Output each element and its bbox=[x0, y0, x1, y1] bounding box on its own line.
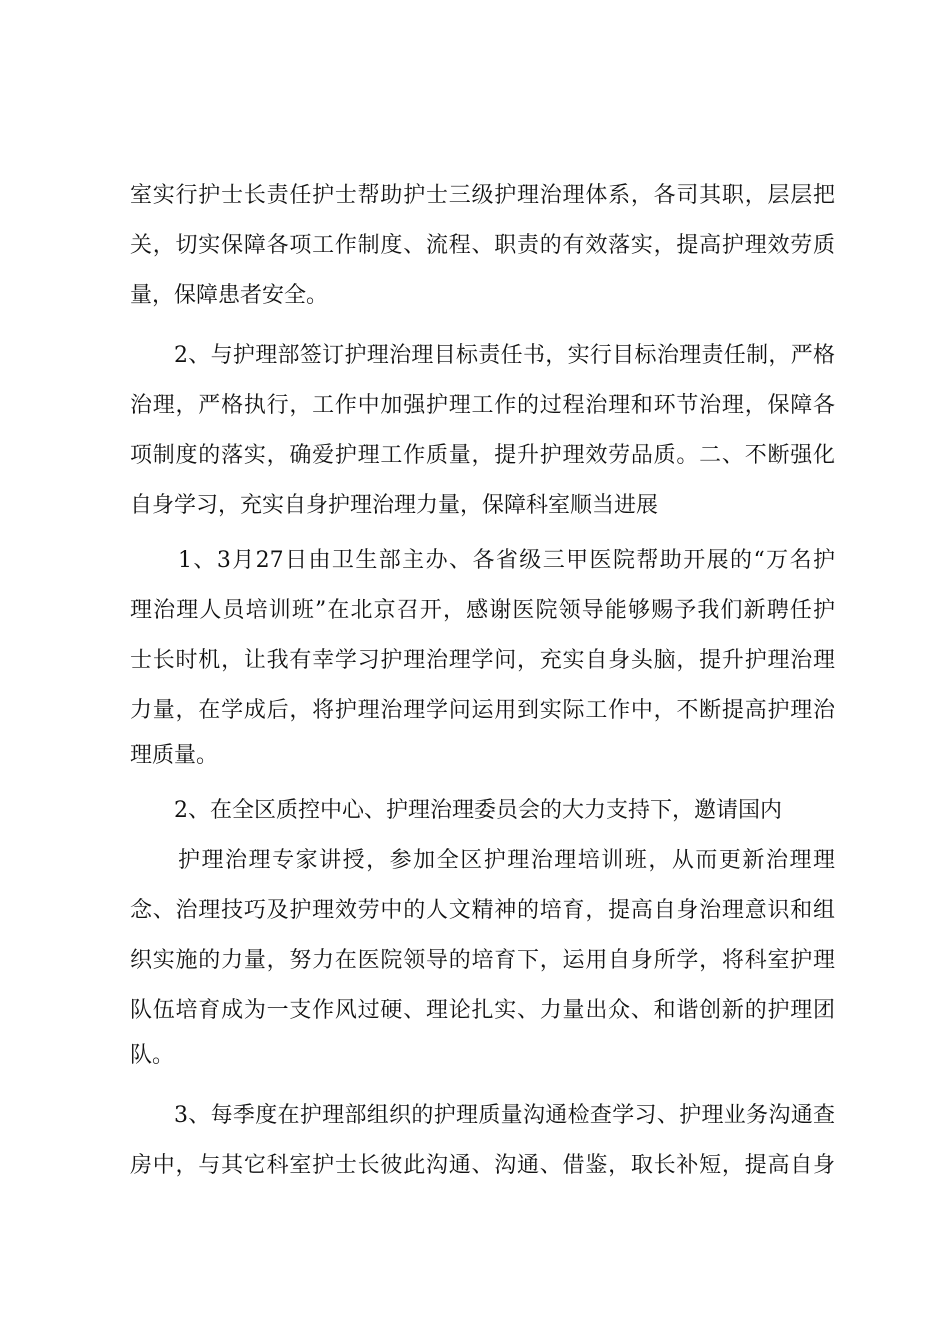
paragraph-line: 房中，与其它科室护士长彼此沟通、沟通、借鉴，取长补短，提高自身 bbox=[130, 1153, 835, 1178]
paragraph-line: 理质量。 bbox=[130, 743, 219, 768]
paragraph-line: 护理治理专家讲授，参加全区护理治理培训班，从而更新治理理 bbox=[178, 848, 835, 873]
paragraph-line: 室实行护士长责任护士帮助护士三级护理治理体系，各司其职，层层把 bbox=[130, 183, 835, 208]
paragraph-line: 队。 bbox=[130, 1043, 175, 1068]
paragraph-line: 项制度的落实，确爱护理工作质量，提升护理效劳品质。二、不断强化 bbox=[130, 443, 835, 468]
paragraph-line: 理治理人员培训班”在北京召开，感谢医院领导能够赐予我们新聘任护 bbox=[130, 598, 835, 623]
paragraph-line: 士长时机，让我有幸学习护理治理学问，充实自身头脑，提升护理治理 bbox=[130, 648, 835, 673]
paragraph-line: 量，保障患者安全。 bbox=[130, 283, 329, 308]
paragraph-line: 3、每季度在护理部组织的护理质量沟通检查学习、护理业务沟通查 bbox=[174, 1103, 835, 1128]
paragraph-line: 队伍培育成为一支作风过硬、理论扎实、力量出众、和谐创新的护理团 bbox=[130, 998, 835, 1023]
paragraph-line: 力量，在学成后，将护理治理学问运用到实际工作中，不断提高护理治 bbox=[130, 698, 835, 723]
paragraph-line: 治理，严格执行，工作中加强护理工作的过程治理和环节治理，保障各 bbox=[130, 393, 835, 418]
paragraph-line: 自身学习，充实自身护理治理力量，保障科室顺当进展 bbox=[130, 493, 659, 518]
paragraph-line: 关，切实保障各项工作制度、流程、职责的有效落实，提高护理效劳质 bbox=[130, 233, 835, 258]
paragraph-line: 织实施的力量，努力在医院领导的培育下，运用自身所学，将科室护理 bbox=[130, 948, 835, 973]
paragraph-line: 1、3月27日由卫生部主办、各省级三甲医院帮助开展的“万名护 bbox=[178, 548, 835, 573]
paragraph-line: 2、在全区质控中心、护理治理委员会的大力支持下，邀请国内 bbox=[174, 798, 782, 823]
paragraph-line: 2、与护理部签订护理治理目标责任书，实行目标治理责任制，严格 bbox=[174, 343, 835, 368]
paragraph-line: 念、治理技巧及护理效劳中的人文精神的培育，提高自身治理意识和组 bbox=[130, 898, 835, 923]
